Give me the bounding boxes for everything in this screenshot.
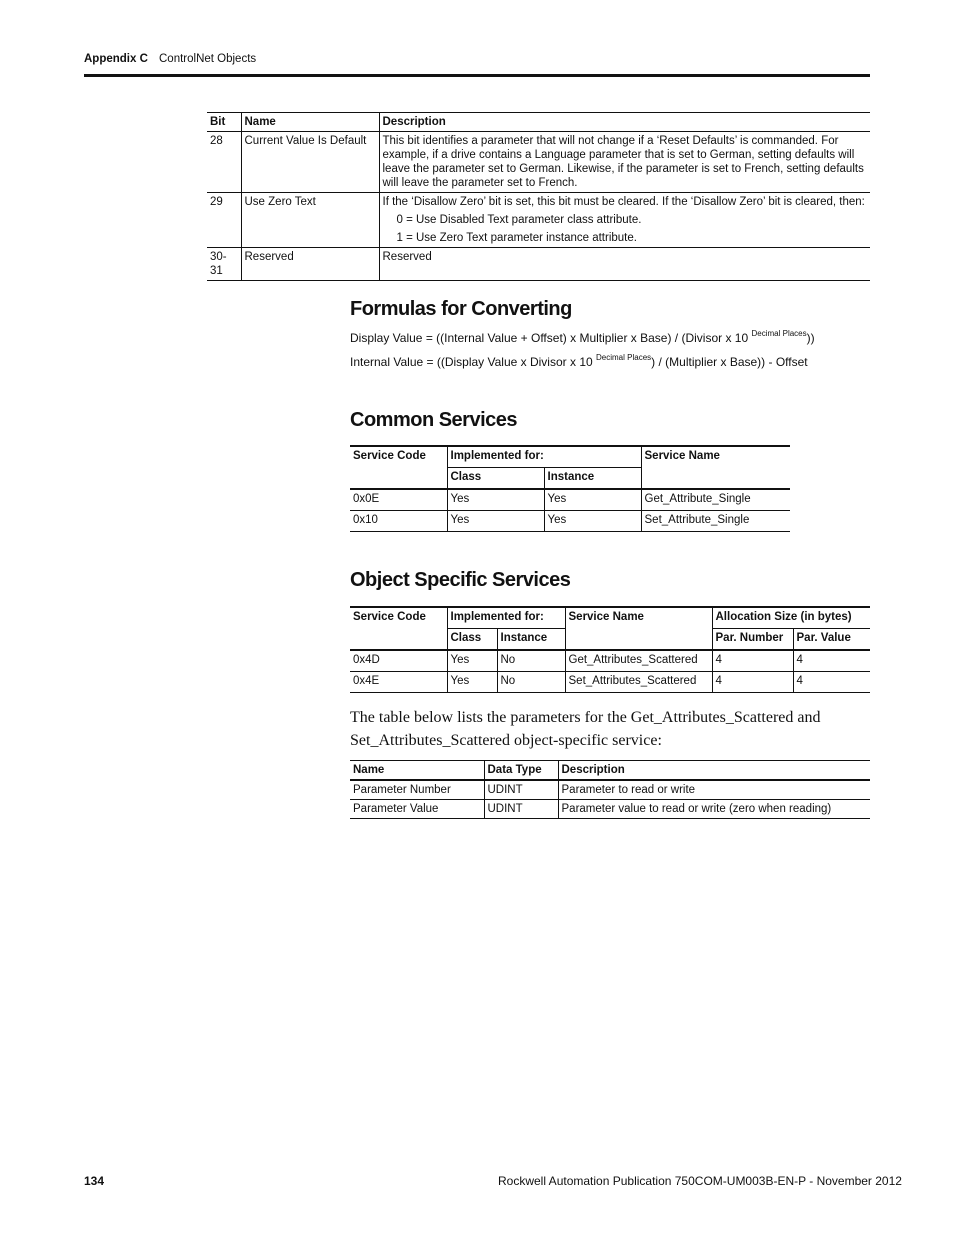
column-header: Name	[241, 113, 379, 132]
column-header: Description	[379, 113, 870, 132]
object-services-heading: Object Specific Services	[350, 569, 571, 591]
formula-display-value	[350, 329, 815, 345]
formulas-heading: Formulas for Converting	[350, 298, 572, 320]
table-row	[350, 780, 870, 800]
name-cell: Current Value Is Default	[241, 132, 379, 193]
page-number: 134	[84, 1174, 105, 1188]
table-row	[350, 800, 870, 819]
bit-table	[207, 112, 870, 281]
bit-cell: 30-31	[210, 251, 227, 277]
appendix-label: Appendix C	[84, 53, 148, 65]
description-text: If the ‘Disallow Zero’ bit is set, this bit must be cleared. If the ‘Disallow Zero’ bit is cleared, then:	[382, 196, 865, 208]
table-row	[207, 193, 870, 248]
service-name-cell: Get_Attribute_Single	[641, 489, 790, 511]
type-cell: UDINT	[484, 800, 558, 819]
instance-cell: Yes	[544, 489, 641, 511]
object-services-table	[350, 606, 870, 693]
type-cell: UDINT	[484, 780, 558, 800]
table-row	[350, 511, 790, 532]
instance-cell: Yes	[544, 511, 641, 532]
option-text: 0 = Use Disabled Text parameter class attribute.	[396, 214, 642, 226]
bit-cell: 28	[210, 135, 223, 147]
service-name-cell: Set_Attribute_Single	[641, 511, 790, 532]
service-name-cell: Set_Attributes_Scattered	[565, 672, 712, 693]
par-value-cell: 4	[793, 650, 870, 672]
formula-internal-value	[350, 353, 808, 369]
table-header-row	[350, 607, 870, 629]
par-number-cell: 4	[712, 672, 793, 693]
common-services-heading: Common Services	[350, 409, 518, 431]
description-cell: Parameter value to read or write (zero when reading)	[558, 800, 870, 819]
option-text: 1 = Use Zero Text parameter instance attribute.	[396, 232, 637, 244]
column-header: Service Code	[353, 450, 426, 462]
formula-text: Display Value = ((Internal Value + Offset) x Multiplier x Base) / (Divisor x 10	[350, 331, 749, 345]
class-cell: Yes	[447, 672, 497, 693]
common-services-table	[350, 445, 790, 532]
formula-text: ))	[806, 331, 815, 345]
table-header-row	[350, 446, 790, 468]
class-cell: Yes	[447, 650, 497, 672]
table-row	[350, 672, 870, 693]
header-rule	[84, 74, 870, 77]
instance-cell: No	[497, 650, 565, 672]
description-cell: This bit identifies a parameter that will not change if a ‘Reset Defaults’ is commanded. For example, if a drive contains a Language parameter that is set to German, setting defaults will leave the parameter set to German. Likewise, if the parameter is set to French, setting defaults will leave the parameter set to French.	[379, 132, 870, 193]
par-number-cell: 4	[712, 650, 793, 672]
formula-text: ) / (Multiplier x Base)) - Offset	[651, 355, 808, 369]
column-header: Class	[447, 629, 497, 651]
column-header: Bit	[210, 116, 226, 128]
table-row	[350, 489, 790, 511]
code-cell: 0x10	[353, 514, 378, 526]
column-header: Service Name	[641, 446, 790, 489]
intro-paragraph: The table below lists the parameters for the Get_Attributes_Scattered and Set_Attributes_Scattered object-specific service:	[350, 709, 821, 749]
name-cell: Parameter Number	[353, 784, 451, 796]
table-row	[207, 248, 870, 281]
column-header: Data Type	[484, 761, 558, 781]
formula-text: Internal Value = ((Display Value x Divisor x 10	[350, 355, 593, 369]
formula-exponent: Decimal Places	[596, 353, 652, 362]
column-header: Par. Value	[793, 629, 870, 651]
description-cell: Reserved	[379, 248, 870, 281]
section-title: ControlNet Objects	[159, 53, 257, 65]
table-row	[207, 132, 870, 193]
column-header: Par. Number	[712, 629, 793, 651]
table-row	[350, 650, 870, 672]
column-header: Instance	[497, 629, 565, 651]
column-header: Service Code	[353, 611, 426, 623]
service-name-cell: Get_Attributes_Scattered	[565, 650, 712, 672]
column-header: Class	[447, 468, 544, 490]
column-header: Description	[558, 761, 870, 781]
name-cell: Parameter Value	[353, 803, 439, 815]
name-cell: Reserved	[241, 248, 379, 281]
par-value-cell: 4	[793, 672, 870, 693]
column-header: Name	[353, 764, 385, 776]
formula-exponent: Decimal Places	[751, 329, 807, 338]
column-header: Implemented for:	[447, 607, 565, 629]
description-cell: Parameter to read or write	[558, 780, 870, 800]
instance-cell: No	[497, 672, 565, 693]
code-cell: 0x4E	[353, 675, 380, 687]
column-header: Instance	[544, 468, 641, 490]
code-cell: 0x4D	[353, 654, 380, 666]
description-cell	[379, 193, 870, 248]
column-header: Service Name	[565, 607, 712, 650]
publication-info: Rockwell Automation Publication 750COM-UM003B-EN-P - November 2012	[498, 1174, 902, 1188]
code-cell: 0x0E	[353, 493, 380, 505]
class-cell: Yes	[447, 489, 544, 511]
parameter-table	[350, 760, 870, 819]
column-header: Allocation Size (in bytes)	[712, 607, 870, 629]
class-cell: Yes	[447, 511, 544, 532]
table-header-row	[207, 113, 870, 132]
page-header	[84, 53, 257, 65]
table-header-row	[350, 761, 870, 781]
column-header: Implemented for:	[447, 446, 641, 468]
bit-cell: 29	[210, 196, 223, 208]
name-cell: Use Zero Text	[241, 193, 379, 248]
